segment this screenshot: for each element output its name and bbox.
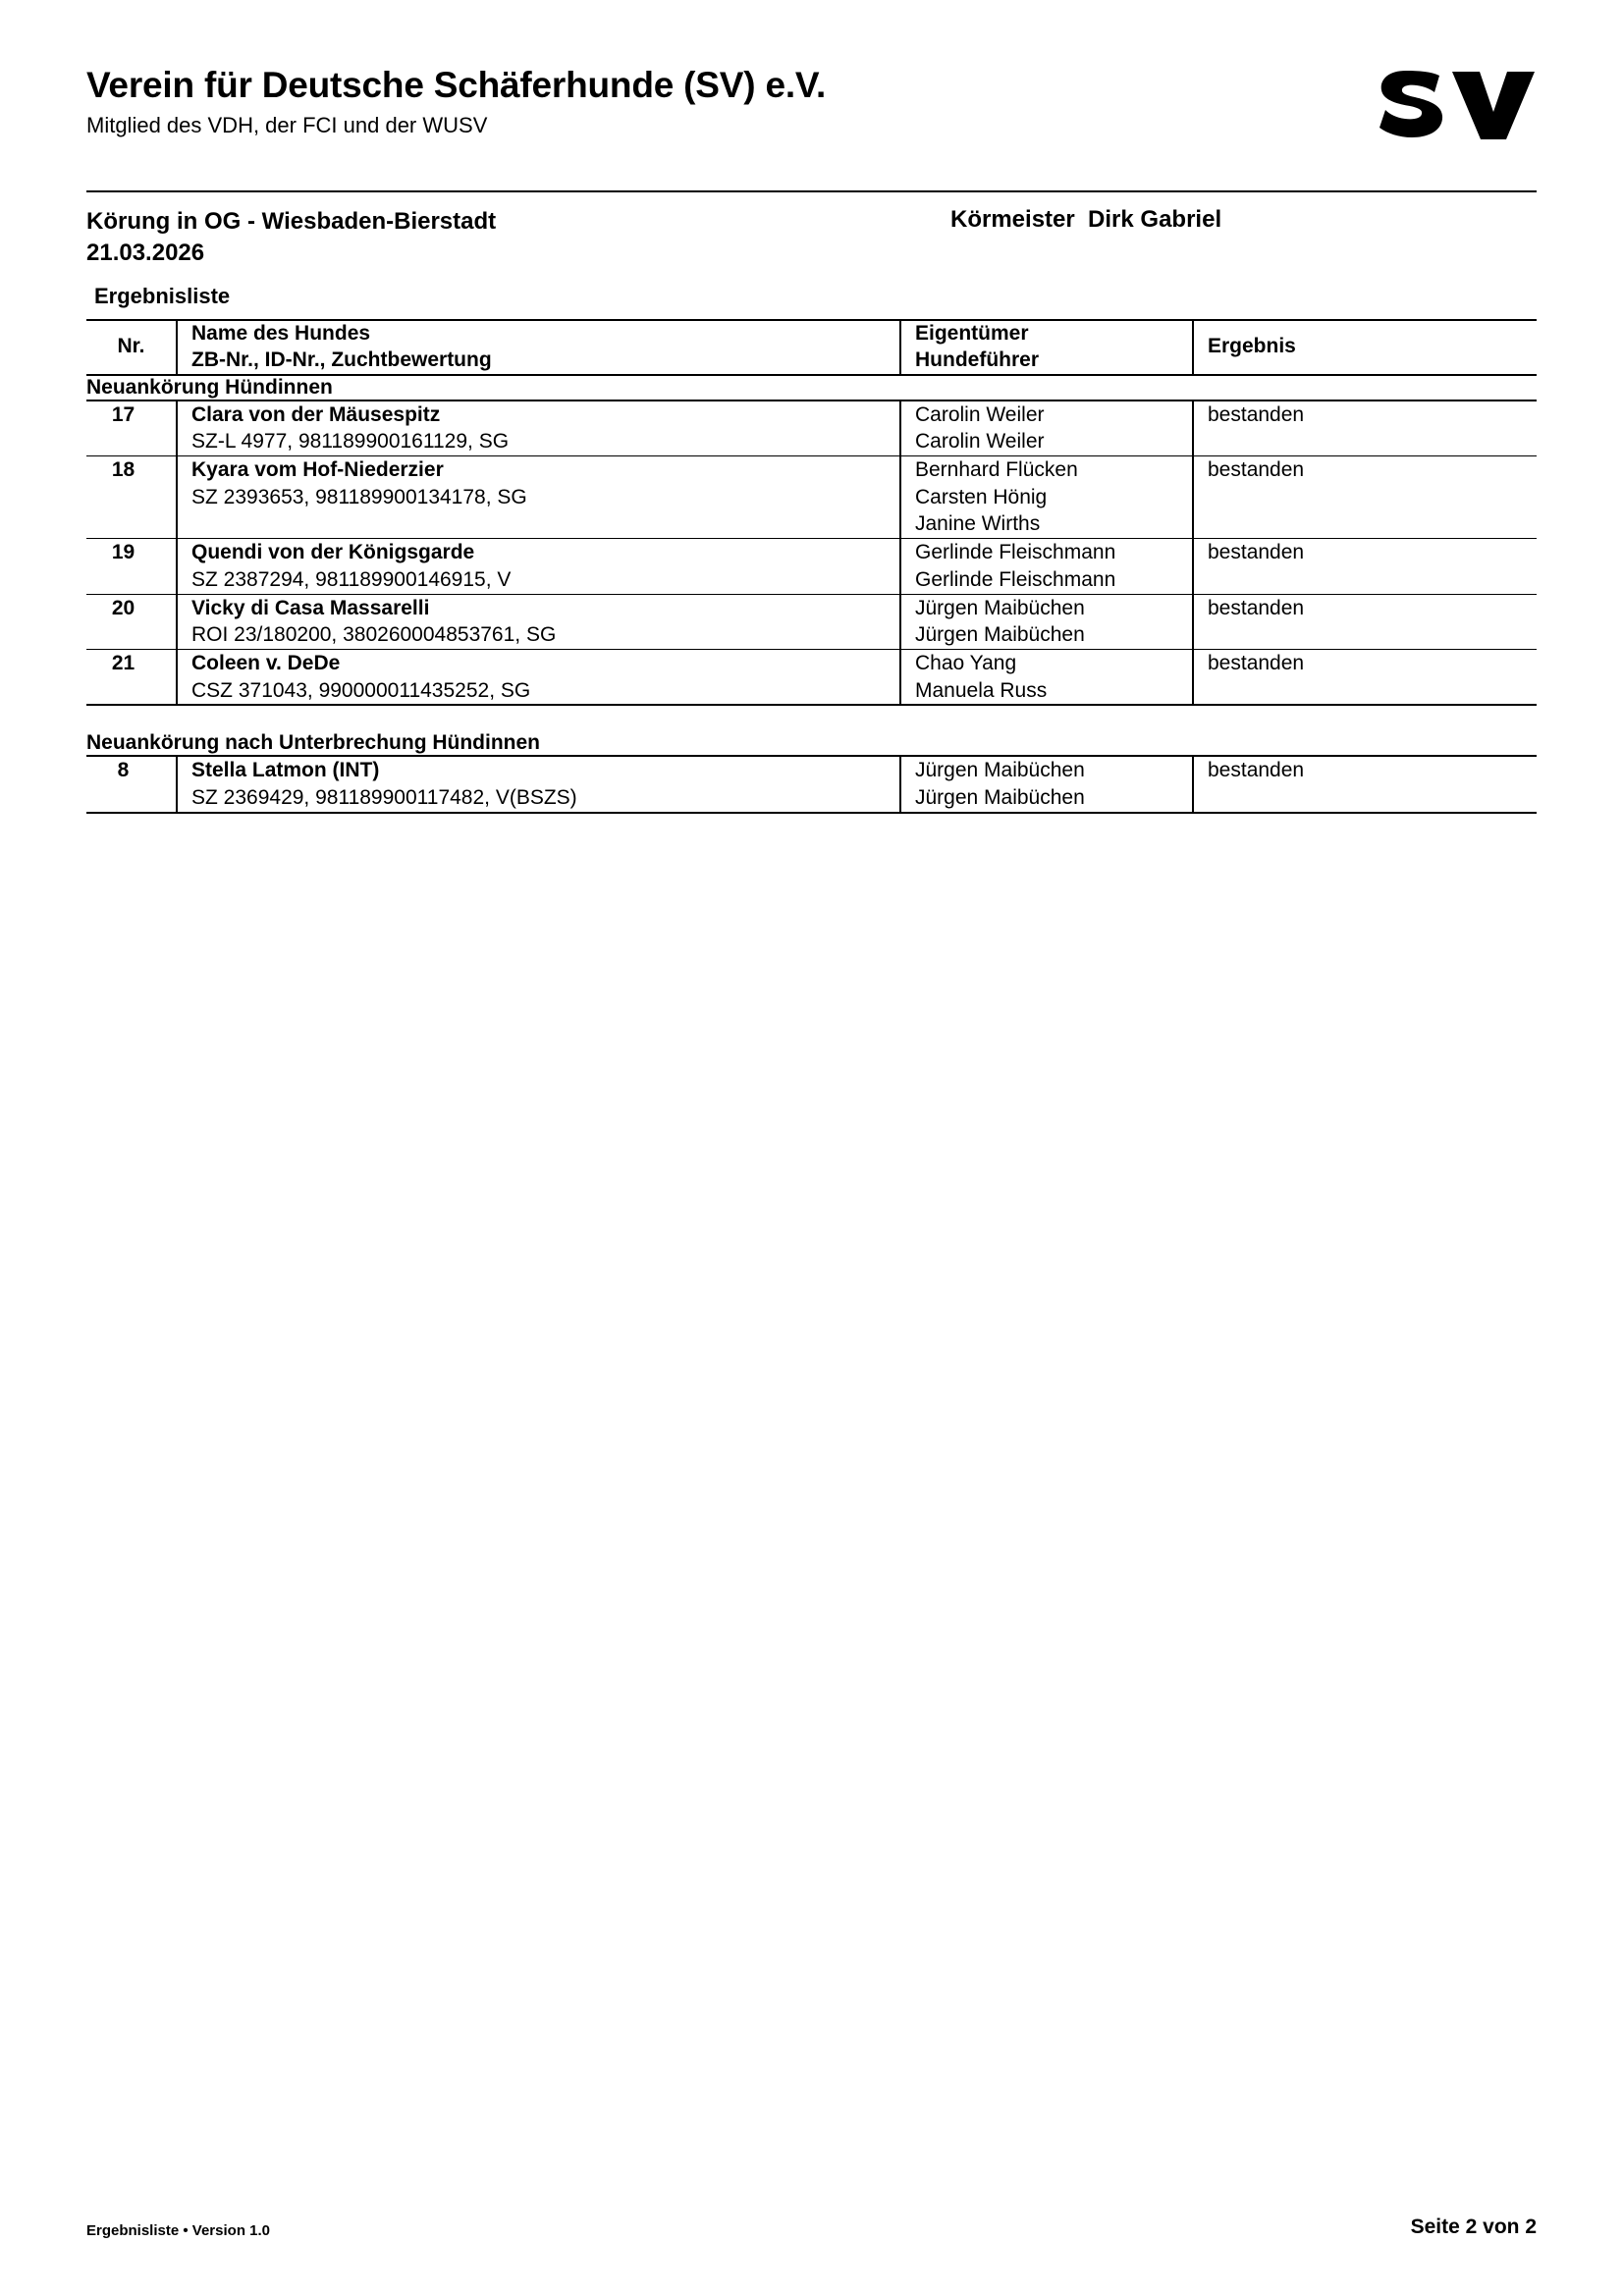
table-row [86, 756, 1537, 812]
organization-title: Verein für Deutsche Schäferhunde (SV) e.V. [86, 65, 827, 105]
section-bottom-rule [86, 813, 1537, 814]
dog-ids: SZ 2369429, 981189900117482, V(BSZS) [191, 786, 577, 810]
event-date: 21.03.2026 [86, 240, 205, 267]
handler-name: Gerlinde Fleischmann [915, 567, 1116, 591]
row-result: bestanden [1193, 455, 1537, 538]
event-location: Körung in OG - Wiesbaden-Bierstadt [86, 208, 497, 235]
dog-ids: SZ 2387294, 981189900146915, V [191, 567, 512, 591]
column-header-nr: Nr. [86, 320, 177, 375]
column-header-result: Ergebnis [1193, 320, 1537, 375]
event-title-block [86, 206, 496, 270]
table-header-row [86, 320, 1537, 375]
results-table [86, 319, 1537, 814]
table-row [86, 594, 1537, 649]
column-header-dog-line1: Name des Hundes [191, 321, 371, 345]
row-number: 19 [86, 539, 177, 594]
row-number: 21 [86, 650, 177, 706]
dog-ids: ROI 23/180200, 380260004853761, SG [191, 623, 557, 647]
row-dog [177, 539, 900, 594]
table-row [86, 400, 1537, 456]
dog-name: Clara von der Mäusespitz [191, 402, 441, 426]
row-people [900, 539, 1193, 594]
section-title-row [86, 375, 1537, 400]
event-meta [86, 206, 1537, 309]
dog-name: Vicky di Casa Massarelli [191, 596, 430, 619]
handler-name: Jürgen Maibüchen [915, 786, 1085, 810]
dog-name: Kyara vom Hof-Niederzier [191, 457, 444, 481]
handler-name: Manuela Russ [915, 678, 1048, 702]
footer-page-number: Seite 2 von 2 [1410, 2216, 1537, 2238]
row-dog [177, 594, 900, 649]
owner-name: Carolin Weiler [915, 402, 1045, 426]
row-number: 8 [86, 756, 177, 812]
handler-name: Carsten Hönig [915, 485, 1048, 508]
document-header [86, 59, 1537, 177]
owner-name: Chao Yang [915, 652, 1017, 674]
header-divider [86, 190, 1537, 192]
owner-name: Jürgen Maibüchen [915, 596, 1085, 619]
row-result: bestanden [1193, 756, 1537, 812]
row-result: bestanden [1193, 539, 1537, 594]
dog-name: Quendi von der Königsgarde [191, 541, 475, 564]
table-row [86, 650, 1537, 706]
row-number: 18 [86, 455, 177, 538]
row-result: bestanden [1193, 594, 1537, 649]
column-header-owner-line2: Hundeführer [915, 347, 1039, 371]
section-title: Neuankörung nach Unterbrechung Hündinnen [86, 731, 541, 755]
dog-ids: SZ-L 4977, 981189900161129, SG [191, 430, 510, 454]
dog-ids: CSZ 371043, 990000011435252, SG [191, 678, 531, 702]
dog-name: Stella Latmon (INT) [191, 759, 380, 782]
owner-name: Gerlinde Fleischmann [915, 541, 1116, 564]
handler-name: Jürgen Maibüchen [915, 623, 1085, 647]
row-people [900, 650, 1193, 706]
section-title: Neuankörung Hündinnen [86, 375, 333, 399]
row-dog [177, 455, 900, 538]
row-dog [177, 650, 900, 706]
footer-version: Ergebnisliste • Version 1.0 [86, 2222, 270, 2239]
row-people [900, 594, 1193, 649]
table-row [86, 455, 1537, 538]
row-people [900, 455, 1193, 538]
table-row [86, 539, 1537, 594]
document-footer [86, 2210, 1537, 2239]
column-header-dog-line2: ZB-Nr., ID-Nr., Zuchtbewertung [191, 347, 492, 371]
section-title-row [86, 706, 1537, 756]
organization-subtitle: Mitglied des VDH, der FCI und der WUSV [86, 112, 488, 137]
handler-name: Carolin Weiler [915, 430, 1045, 454]
list-label: Ergebnisliste [94, 283, 231, 308]
row-number: 17 [86, 400, 177, 456]
dog-ids: SZ 2393653, 981189900134178, SG [191, 485, 527, 508]
row-dog [177, 400, 900, 456]
dog-name: Coleen v. DeDe [191, 652, 341, 674]
row-people [900, 756, 1193, 812]
column-header-owner [900, 320, 1193, 375]
row-people [900, 400, 1193, 456]
owner-name: Jürgen Maibüchen [915, 759, 1085, 782]
owner-name: Bernhard Flücken [915, 457, 1078, 481]
sv-logo-icon [1370, 59, 1537, 153]
judge-name: Körmeister Dirk Gabriel [950, 206, 1222, 233]
column-header-owner-line1: Eigentümer [915, 321, 1029, 345]
column-header-dog [177, 320, 900, 375]
handler-name-2: Janine Wirths [915, 512, 1041, 536]
row-result: bestanden [1193, 650, 1537, 706]
row-result: bestanden [1193, 400, 1537, 456]
row-dog [177, 756, 900, 812]
row-number: 20 [86, 594, 177, 649]
